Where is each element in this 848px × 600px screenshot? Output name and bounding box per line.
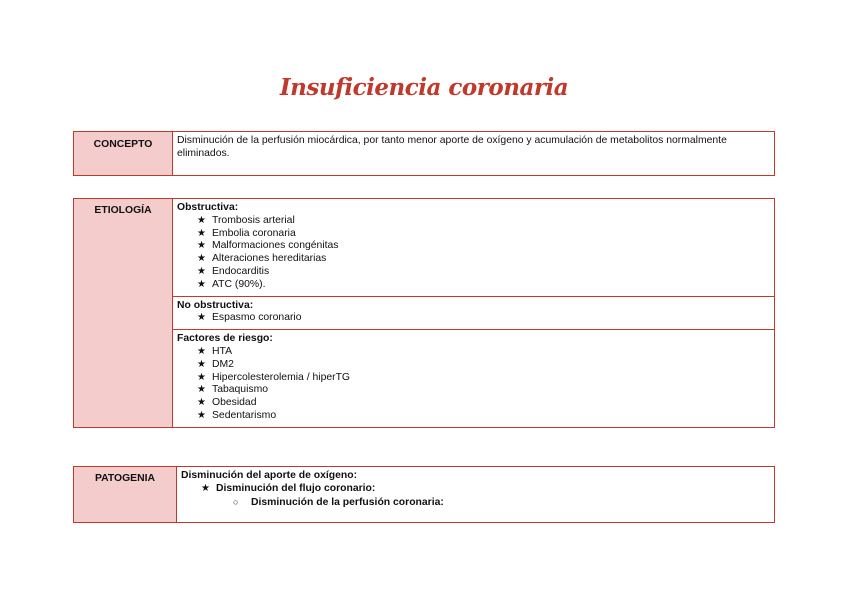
list-item: ★ Endocarditis [197,266,770,279]
factores-heading: Factores de riesgo: [177,333,273,345]
patogenia-table [73,466,775,523]
list-item: ○ Disminución de la perfusión coronaria: [233,496,770,510]
list-item: ★ DM2 [197,359,770,372]
list-item: ★ Tabaquismo [197,384,770,397]
list-item: ★ Espasmo coronario [197,312,770,325]
concepto-label: CONCEPTO [74,132,173,176]
patogenia-heading: Disminución del aporte de oxígeno: [181,470,358,481]
patogenia-level2-list [181,496,770,510]
obstructiva-heading: Obstructiva: [177,202,239,213]
etiologia-label: ETIOLOGÍA [74,199,173,428]
page-title: Insuficiencia coronaria [279,74,569,101]
list-item: ★ HTA [197,346,770,359]
factores-cell [173,330,775,428]
list-item: ★ Disminución del flujo coronario: [201,483,770,496]
no-obstructiva-heading: No obstructiva: [177,299,254,311]
patogenia-label: PATOGENIA [74,467,177,523]
etiologia-table [73,198,775,428]
list-item: ★ ATC (90%). [197,279,770,292]
list-item: ★ Sedentarismo [197,410,770,423]
patogenia-level1-list [181,483,770,496]
no-obstructiva-list [177,312,770,325]
factores-list [177,346,770,423]
list-item: ★ Obesidad [197,397,770,410]
list-item: ★ Embolia coronaria [197,228,770,241]
list-item: ★ Hipercolesterolemia / hiperTG [197,372,770,385]
obstructiva-list [177,215,770,292]
concepto-table [73,131,775,176]
patogenia-cell [177,467,775,523]
concepto-text: Disminución de la perfusión miocárdica, por tanto menor aporte de oxígeno y acumulación de metabolitos normalmente eliminados. [173,132,775,176]
list-item: ★ Trombosis arterial [197,215,770,228]
no-obstructiva-cell [173,296,775,330]
obstructiva-cell [173,199,775,297]
list-item: ★ Alteraciones hereditarias [197,253,770,266]
list-item: ★ Malformaciones congénitas [197,240,770,253]
